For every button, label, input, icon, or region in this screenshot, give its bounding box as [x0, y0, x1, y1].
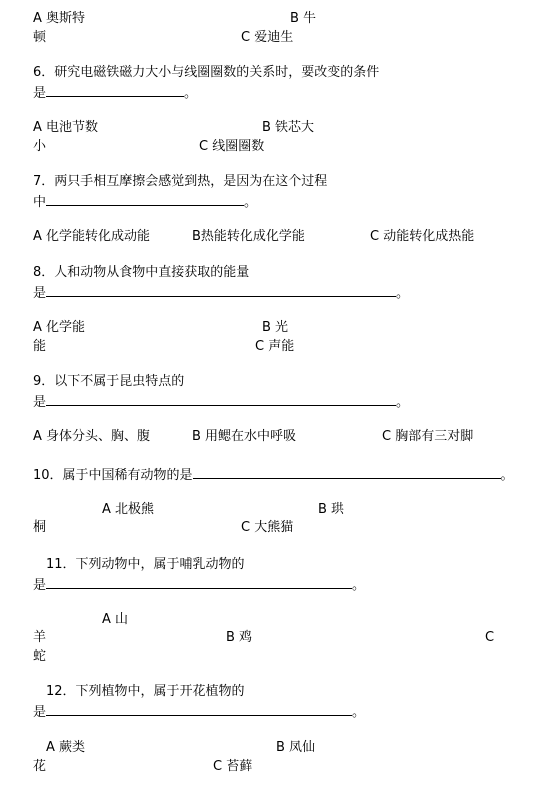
q5-option-c: C 爱迪生	[241, 30, 294, 45]
q7-lead: 中	[33, 195, 47, 210]
q6-option-b: B 铁芯大	[262, 120, 315, 135]
q8-end: 。	[396, 286, 410, 301]
q9-blank	[46, 393, 396, 406]
q10-blank	[193, 466, 501, 479]
q7-end: 。	[244, 195, 258, 210]
q12-stem: 12．下列植物中，属于开花植物的	[46, 684, 245, 699]
q10-end: 。	[500, 468, 514, 483]
q12-option-a: A 蕨类	[46, 740, 86, 755]
q7-blank	[46, 193, 244, 206]
q6-answer-line	[33, 84, 197, 102]
q12-blank	[46, 703, 352, 716]
q10-stem: 10．属于中国稀有动物的是	[33, 468, 193, 483]
q11-option-c-wrap: 蛇	[33, 649, 47, 664]
q11-option-b: B 鸡	[226, 630, 253, 645]
q9-option-b: B 用鳃在水中呼吸	[192, 429, 297, 444]
q11-option-c: C	[485, 630, 495, 645]
q6-option-c: C 线圈圈数	[199, 139, 265, 154]
q12-option-c: C 苔藓	[213, 759, 253, 774]
q10-option-b: B 珙	[318, 502, 345, 517]
q12-option-b: B 凤仙	[276, 740, 316, 755]
q8-option-a: A 化学能	[33, 320, 86, 335]
q11-option-a: A 山	[102, 612, 129, 627]
q8-option-b-wrap: 能	[33, 339, 47, 354]
q11-answer-line	[33, 576, 365, 594]
q6-stem: 6．研究电磁铁磁力大小与线圈圈数的关系时，要改变的条件	[33, 65, 380, 80]
q5-option-b: B 牛	[290, 11, 317, 26]
q5-option-b-wrap: 顿	[33, 30, 47, 45]
q12-option-b-wrap: 花	[33, 759, 47, 774]
q8-stem: 8．人和动物从食物中直接获取的能量	[33, 265, 250, 280]
q11-blank	[46, 576, 352, 589]
q6-lead: 是	[33, 86, 47, 101]
q6-end: 。	[184, 86, 198, 101]
q7-stem: 7．两只手相互摩擦会感觉到热，是因为在这个过程	[33, 174, 328, 189]
q8-option-c: C 声能	[255, 339, 295, 354]
q11-end: 。	[352, 578, 366, 593]
q8-option-b: B 光	[262, 320, 289, 335]
q11-stem: 11．下列动物中，属于哺乳动物的	[46, 557, 245, 572]
q6-blank	[46, 84, 184, 97]
q5-option-a: A 奥斯特	[33, 11, 86, 26]
q12-end: 。	[352, 705, 366, 720]
q9-answer-line	[33, 393, 409, 411]
q9-end: 。	[396, 395, 410, 410]
q9-option-c: C 胸部有三对脚	[382, 429, 474, 444]
q10-option-b-wrap: 桐	[33, 520, 47, 535]
q7-option-c: C 动能转化成热能	[370, 229, 475, 244]
q7-answer-line	[33, 193, 257, 211]
q11-option-a-wrap: 羊	[33, 630, 47, 645]
q9-stem: 9．以下不属于昆虫特点的	[33, 374, 185, 389]
q8-lead: 是	[33, 286, 47, 301]
q12-lead: 是	[33, 705, 47, 720]
q7-option-b: B热能转化成化学能	[192, 229, 305, 244]
q8-blank	[46, 284, 396, 297]
q9-option-a: A 身体分头、胸、腹	[33, 429, 151, 444]
q6-option-a: A 电池节数	[33, 120, 99, 135]
q10-stem-line	[33, 466, 514, 484]
q7-option-a: A 化学能转化成动能	[33, 229, 151, 244]
q10-option-a: A 北极熊	[102, 502, 155, 517]
q9-lead: 是	[33, 395, 47, 410]
q8-answer-line	[33, 284, 409, 302]
q12-answer-line	[33, 703, 365, 721]
q11-lead: 是	[33, 578, 47, 593]
q10-option-c: C 大熊猫	[241, 520, 294, 535]
q6-option-b-wrap: 小	[33, 139, 47, 154]
